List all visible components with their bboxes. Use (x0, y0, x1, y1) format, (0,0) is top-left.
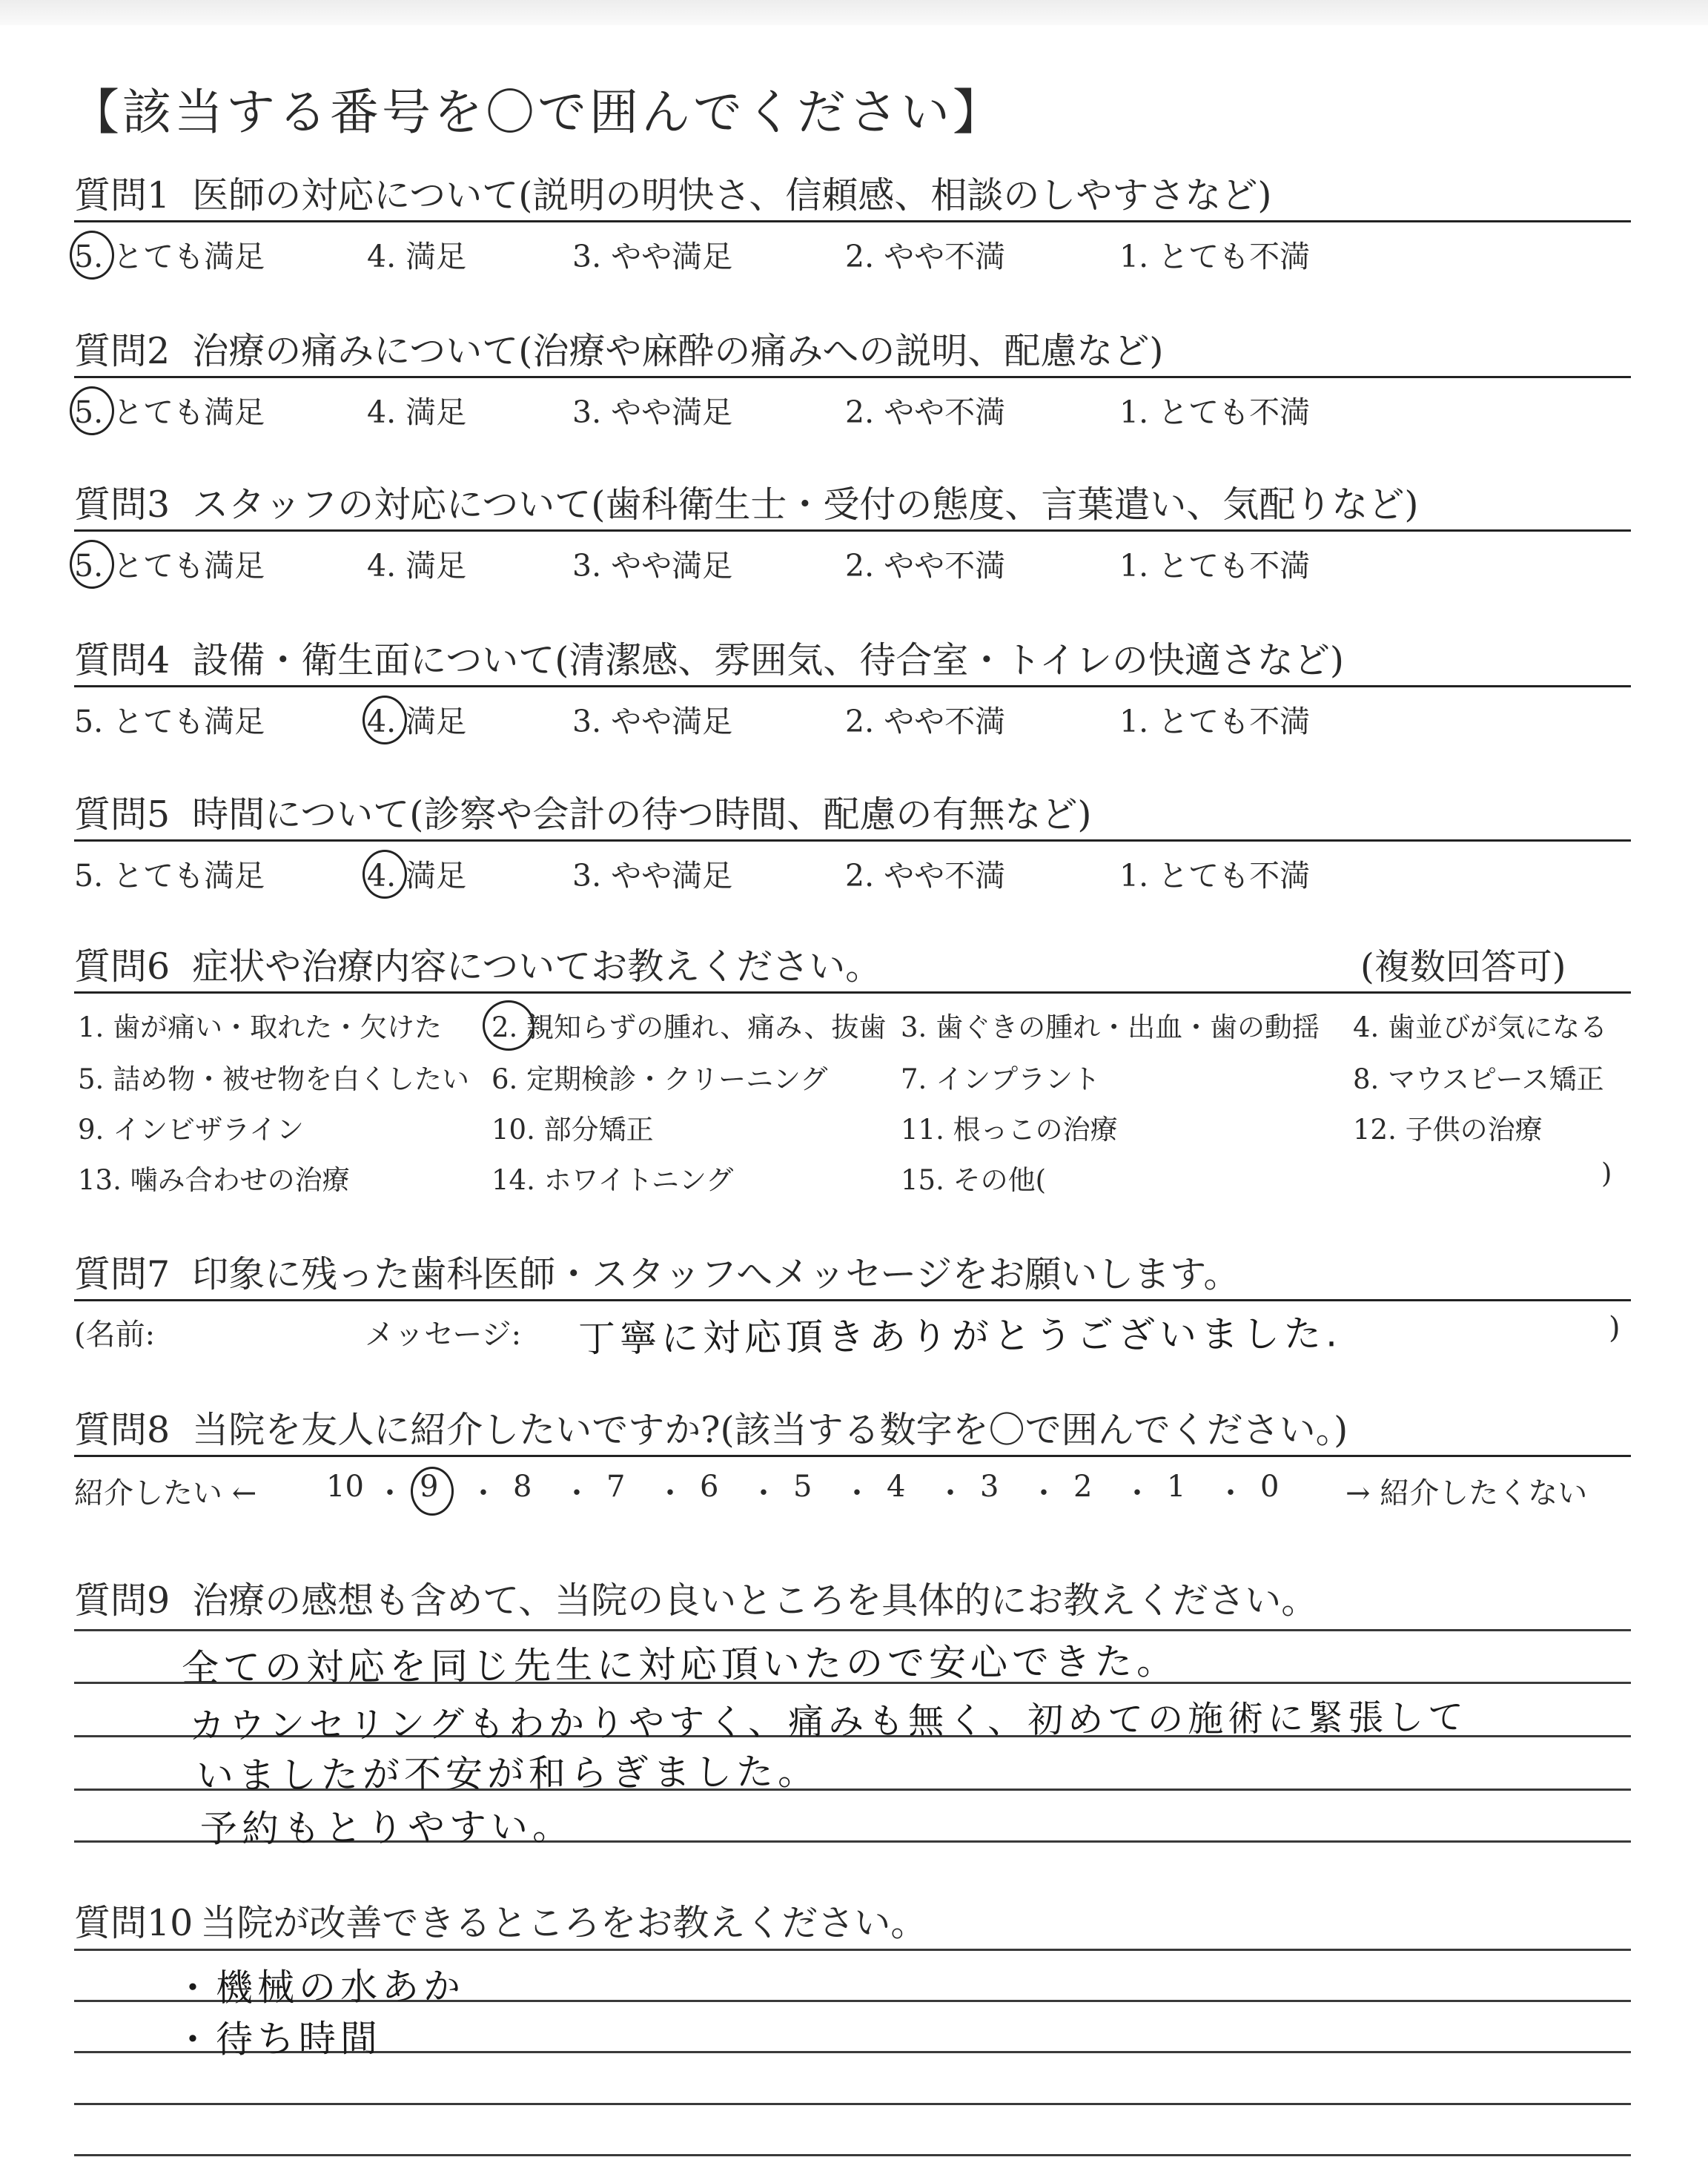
scale-separator: ・ (1029, 1476, 1059, 1510)
rating-option-1[interactable]: 1. とても不満 (1119, 239, 1311, 274)
rating-option-5[interactable]: 5. とても満足 (74, 548, 265, 584)
handwritten-answer: カウンセリングもわかりやすく、痛みも無く、初めての施術に緊張して (188, 1696, 1469, 1748)
scan-top-edge (0, 0, 1708, 25)
scale-separator: ・ (469, 1476, 498, 1510)
answer-line (74, 2154, 1631, 2156)
question-text: 当院を友人に紹介したいですか?(該当する数字を〇で囲んでください。) (192, 1409, 1348, 1451)
divider (74, 529, 1631, 532)
handwritten-answer: 予約もとりやすい。 (199, 1805, 575, 1851)
divider (74, 991, 1631, 994)
scale-value-9[interactable]: 9 (420, 1470, 439, 1504)
rating-option-5[interactable]: 5. とても満足 (74, 394, 265, 430)
question-number: 質問7 (74, 1253, 171, 1295)
scale-separator: ・ (936, 1476, 965, 1510)
symptom-option[interactable]: 13. 噛み合わせの治療 (78, 1164, 350, 1196)
question-text: 当院が改善できるところをお教えください。 (200, 1902, 927, 1944)
rating-option-4[interactable]: 4. 満足 (367, 239, 467, 274)
rating-option-2[interactable]: 2. やや不満 (845, 548, 1006, 584)
rating-option-5[interactable]: 5. とても満足 (74, 704, 265, 739)
question-title (74, 786, 1091, 838)
question-text: 治療の感想も含めて、当院の良いところを具体的にお教えください。 (192, 1579, 1318, 1622)
question-text: 時間について(診察や会計の待つ時間、配慮の有無など) (192, 793, 1092, 836)
recommend-label: 紹介したい ← (74, 1476, 257, 1510)
scale-value-3[interactable]: 3 (980, 1470, 999, 1504)
symptom-option[interactable]: 10. 部分矯正 (491, 1114, 654, 1146)
scale-value-8[interactable]: 8 (513, 1470, 532, 1504)
divider (74, 839, 1631, 842)
scale-value-2[interactable]: 2 (1073, 1470, 1093, 1504)
other-close-paren: ) (1601, 1157, 1612, 1189)
rating-option-1[interactable]: 1. とても不満 (1119, 394, 1311, 430)
scale-value-1[interactable]: 1 (1167, 1470, 1186, 1504)
rating-option-5[interactable]: 5. とても満足 (74, 239, 265, 274)
name-label: (名前: (74, 1318, 156, 1352)
rating-option-2[interactable]: 2. やや不満 (845, 704, 1006, 739)
question-title (74, 476, 1418, 528)
question-number: 質問3 (74, 483, 171, 526)
rating-option-1[interactable]: 1. とても不満 (1119, 858, 1311, 894)
scale-separator: ・ (375, 1476, 405, 1510)
rating-option-4[interactable]: 4. 満足 (367, 704, 467, 739)
rating-option-4[interactable]: 4. 満足 (367, 394, 467, 430)
handwritten-answer: 全ての対応を同じ先生に対応頂いたので安心できた。 (181, 1639, 1179, 1690)
answer-line (74, 1629, 1631, 1631)
question-number: 質問1 (74, 174, 171, 217)
handwritten-answer: ・待ち時間 (173, 2017, 383, 2061)
question-title (74, 167, 1271, 219)
question-title (74, 1572, 1317, 1624)
rating-option-2[interactable]: 2. やや不満 (845, 858, 1006, 894)
symptom-option[interactable]: 8. マウスピース矯正 (1353, 1063, 1604, 1095)
selected-circle-mark (70, 540, 114, 589)
rating-option-3[interactable]: 3. やや満足 (572, 548, 733, 584)
rating-option-2[interactable]: 2. やや不満 (845, 239, 1006, 274)
divider (74, 1455, 1631, 1457)
symptom-option[interactable]: 6. 定期検診・クリーニング (491, 1063, 828, 1095)
multiple-answer-note: (複数回答可) (1360, 946, 1566, 988)
scale-value-0[interactable]: 0 (1260, 1470, 1280, 1504)
page-heading: 【該当する番号を〇で囲んでください】 (70, 84, 1004, 141)
rating-option-2[interactable]: 2. やや不満 (845, 394, 1006, 430)
scale-value-4[interactable]: 4 (887, 1470, 906, 1504)
symptom-option[interactable]: 14. ホワイトニング (491, 1164, 734, 1196)
rating-option-1[interactable]: 1. とても不満 (1119, 704, 1311, 739)
rating-option-4[interactable]: 4. 満足 (367, 858, 467, 894)
rating-option-3[interactable]: 3. やや満足 (572, 239, 733, 274)
question-text: 治療の痛みについて(治療や麻酔の痛みへの説明、配慮など) (192, 330, 1164, 372)
scale-value-7[interactable]: 7 (606, 1470, 626, 1504)
symptom-option[interactable]: 4. 歯並びが気になる (1353, 1011, 1608, 1043)
divider (74, 1299, 1631, 1301)
selected-circle-mark (70, 386, 114, 435)
question-title (74, 1246, 1239, 1298)
question-title (74, 938, 881, 990)
symptom-option[interactable]: 1. 歯が痛い・取れた・欠けた (78, 1011, 443, 1043)
handwritten-answer: いましたが不安が和らぎました。 (196, 1750, 820, 1797)
question-title (74, 632, 1344, 684)
selected-circle-mark (411, 1467, 454, 1516)
handwritten-message: 丁寧に対応頂きありがとうございました. (577, 1312, 1343, 1361)
symptom-option[interactable]: 15. その他( (901, 1164, 1047, 1196)
scale-value-5[interactable]: 5 (793, 1470, 812, 1504)
question-text: 医師の対応について(説明の明快さ、信頼感、相談のしやすさなど) (192, 174, 1272, 217)
question-number: 質問9 (74, 1579, 171, 1622)
rating-option-3[interactable]: 3. やや満足 (572, 394, 733, 430)
question-number: 質問8 (74, 1409, 171, 1451)
scale-separator: ・ (562, 1476, 592, 1510)
rating-option-3[interactable]: 3. やや満足 (572, 704, 733, 739)
question-number: 質問10 (74, 1902, 193, 1944)
handwritten-answer: ・機械の水あか (173, 1964, 466, 2010)
symptom-option[interactable]: 11. 根っこの治療 (901, 1114, 1118, 1146)
question-title (74, 1895, 927, 1946)
question-text: 印象に残った歯科医師・スタッフへメッセージをお願いします。 (192, 1253, 1240, 1295)
divider (74, 220, 1631, 222)
selected-circle-mark (70, 231, 114, 280)
scale-value-6[interactable]: 6 (700, 1470, 719, 1504)
question-number: 質問4 (74, 639, 171, 681)
answer-line (74, 2103, 1631, 2105)
selected-circle-mark (363, 696, 407, 744)
question-text: 症状や治療内容についてお教えください。 (192, 945, 882, 988)
answer-line (74, 1949, 1631, 1951)
question-title (74, 1401, 1348, 1453)
scale-separator: ・ (1122, 1476, 1152, 1510)
scale-value-10[interactable]: 10 (326, 1470, 364, 1504)
symptom-option[interactable]: 9. インビザライン (78, 1114, 304, 1146)
divider (74, 376, 1631, 378)
rating-option-1[interactable]: 1. とても不満 (1119, 548, 1311, 584)
symptom-option[interactable]: 3. 歯ぐきの腫れ・出血・歯の動揺 (901, 1011, 1320, 1043)
not-recommend-label: → 紹介したくない (1345, 1476, 1588, 1510)
symptom-option[interactable]: 7. インプラント (901, 1063, 1101, 1095)
question-title (74, 323, 1163, 374)
selected-circle-mark (483, 1000, 534, 1051)
close-paren: ) (1609, 1311, 1621, 1345)
symptom-option[interactable]: 12. 子供の治療 (1353, 1114, 1543, 1146)
question-text: スタッフの対応について(歯科衛生士・受付の態度、言葉遣い、気配りなど) (192, 483, 1419, 526)
rating-option-3[interactable]: 3. やや満足 (572, 858, 733, 894)
question-number: 質問2 (74, 330, 171, 372)
rating-option-5[interactable]: 5. とても満足 (74, 858, 265, 894)
question-number: 質問5 (74, 793, 171, 836)
scale-separator: ・ (655, 1476, 685, 1510)
selected-circle-mark (363, 850, 407, 899)
rating-option-4[interactable]: 4. 満足 (367, 548, 467, 584)
divider (74, 685, 1631, 687)
scale-separator: ・ (842, 1476, 872, 1510)
question-text: 設備・衛生面について(清潔感、雰囲気、待合室・トイレの快適さなど) (192, 639, 1344, 681)
question-number: 質問6 (74, 945, 171, 988)
symptom-option[interactable]: 5. 詰め物・被せ物を白くしたい (78, 1063, 470, 1095)
scale-separator: ・ (749, 1476, 778, 1510)
scale-separator: ・ (1216, 1476, 1245, 1510)
message-label: メッセージ: (365, 1318, 522, 1352)
symptom-option[interactable]: 2. 親知らずの腫れ、痛み、抜歯 (491, 1011, 887, 1043)
